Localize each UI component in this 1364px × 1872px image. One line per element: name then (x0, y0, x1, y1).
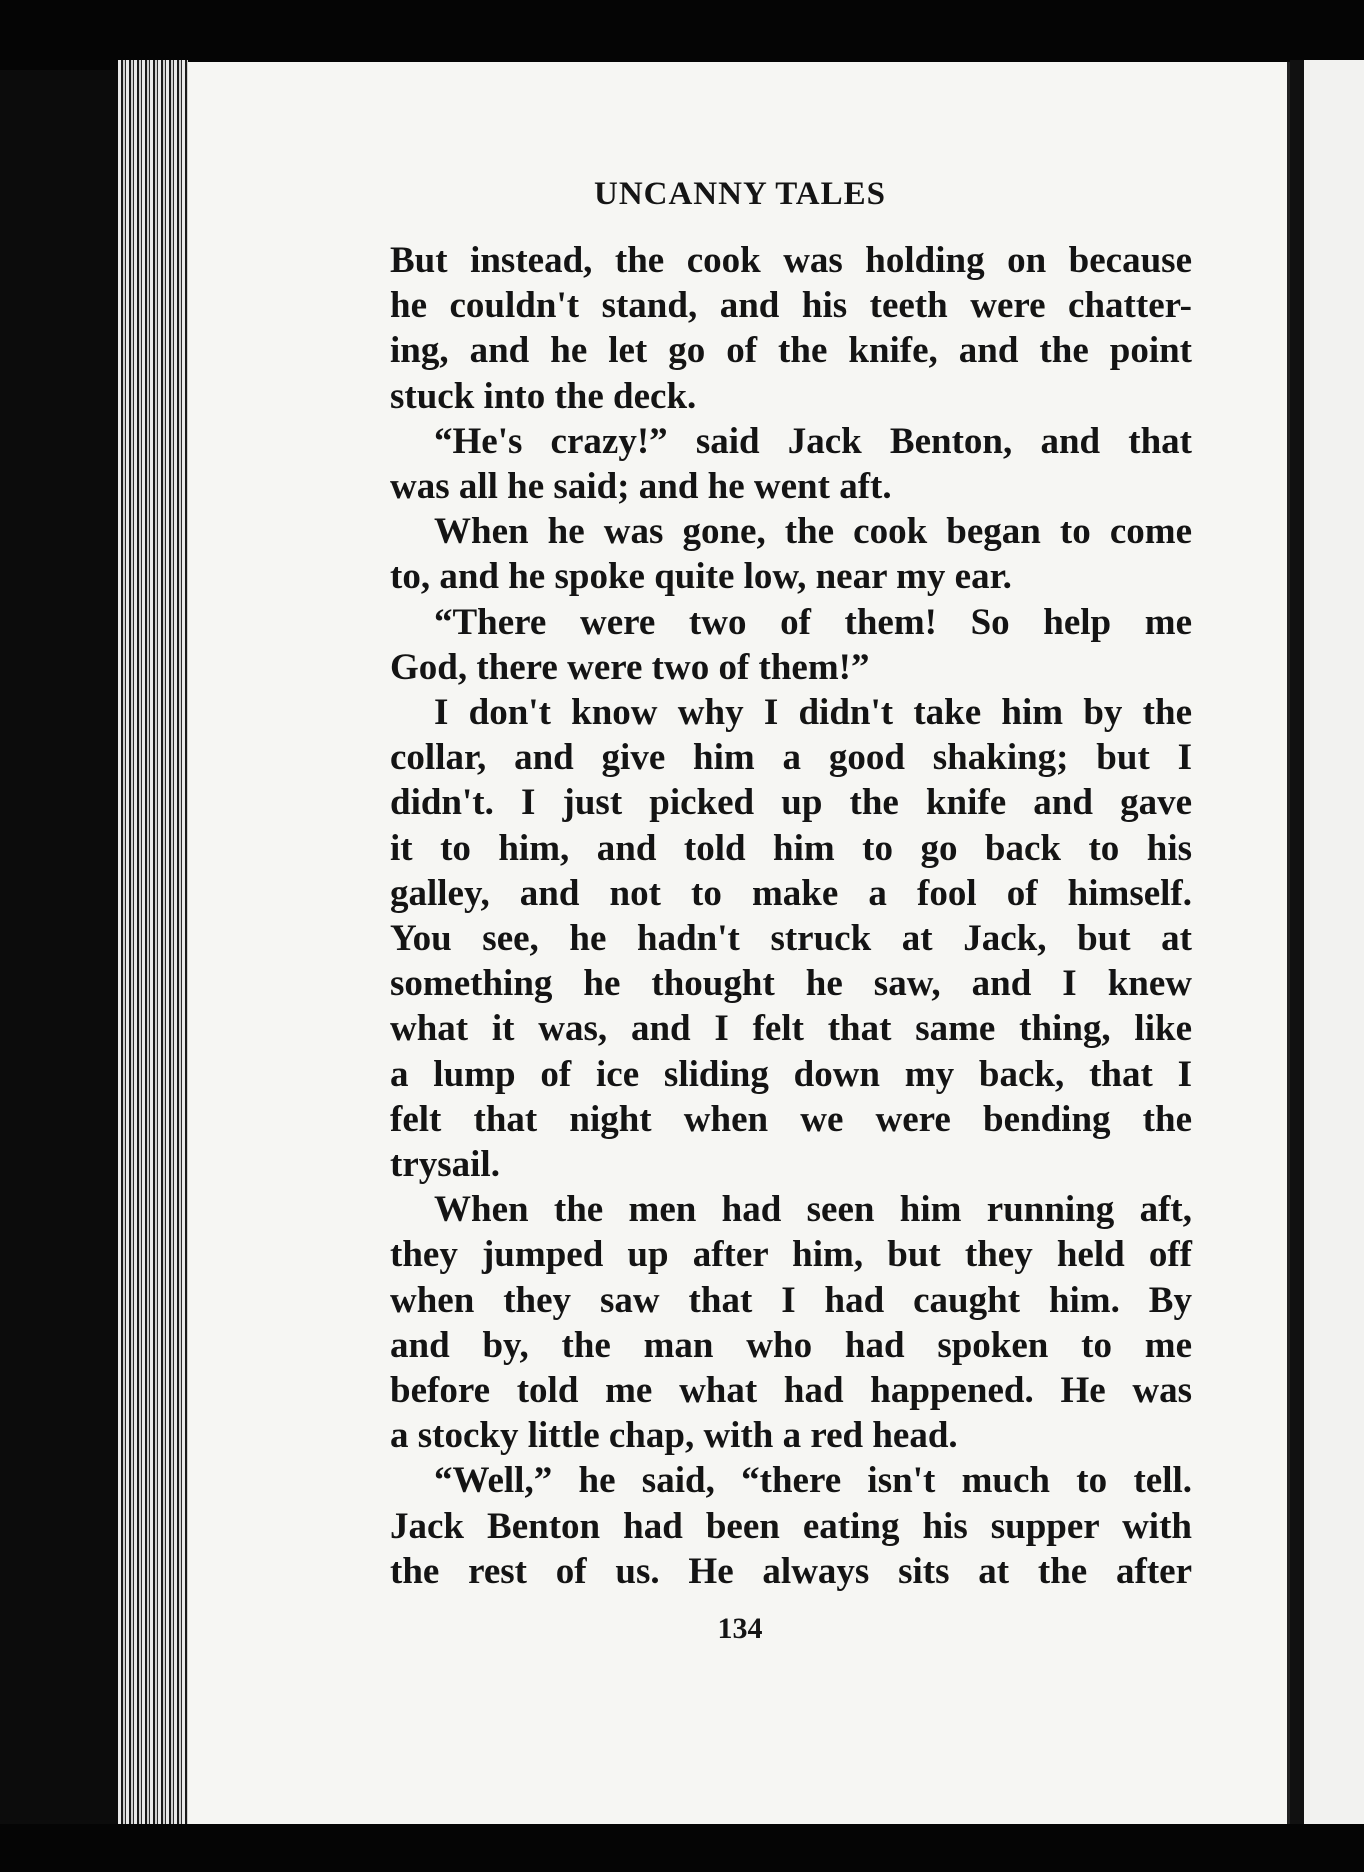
text-line: the rest of us. He always sits at the after (390, 1550, 1192, 1592)
text-line: was all he said; and he went aft. (390, 466, 892, 508)
text-line: “He's crazy!” said Jack Benton, and that (434, 420, 1192, 462)
text-line: a stocky little chap, with a red head. (390, 1415, 958, 1457)
text-line: trysail. (390, 1144, 500, 1186)
text-line: I don't know why I didn't take him by the (434, 692, 1192, 734)
text-line: stuck into the deck. (390, 375, 697, 417)
text-line: they jumped up after him, but they held off (390, 1234, 1192, 1276)
text-line: galley, and not to make a fool of himself. (390, 872, 1192, 914)
body-text (390, 238, 1192, 1594)
text-line: what it was, and I felt that same thing, like (390, 1008, 1192, 1050)
book-gutter-right (1290, 60, 1304, 1830)
text-line: he couldn't stand, and his teeth were chatter- (390, 285, 1192, 327)
page-edges-left (118, 60, 188, 1830)
page-number: 134 (717, 1612, 763, 1645)
text-line: a lump of ice sliding down my back, that I (390, 1053, 1192, 1095)
scan-border-bottom (0, 1824, 1364, 1872)
text-line: it to him, and told him to go back to his (390, 827, 1192, 869)
text-line: didn't. I just picked up the knife and gave (390, 782, 1192, 824)
text-line: “There were two of them! So help me (434, 601, 1192, 643)
text-line: ing, and he let go of the knife, and the point (390, 330, 1192, 372)
text-line: when they saw that I had caught him. By (390, 1279, 1192, 1321)
text-line: God, there were two of them!” (390, 646, 870, 688)
text-line: and by, the man who had spoken to me (390, 1324, 1192, 1366)
text-line: something he thought he saw, and I knew (390, 963, 1192, 1005)
text-line: When he was gone, the cook began to come (434, 511, 1192, 553)
running-head: UNCANNY TALES (593, 176, 887, 212)
text-line: collar, and give him a good shaking; but I (390, 737, 1192, 779)
text-line: before told me what had happened. He was (390, 1370, 1192, 1412)
text-line: to, and he spoke quite low, near my ear. (390, 556, 1012, 598)
text-line: Jack Benton had been eating his supper with (390, 1505, 1192, 1547)
text-line: You see, he hadn't struck at Jack, but at (390, 918, 1192, 960)
text-line: “Well,” he said, “there isn't much to tell. (434, 1460, 1192, 1502)
text-line: But instead, the cook was holding on because (390, 240, 1192, 281)
text-line: When the men had seen him running aft, (434, 1189, 1192, 1231)
facing-page-edge (1304, 60, 1364, 1830)
scan-border-top (0, 0, 1364, 70)
text-line: felt that night when we were bending the (390, 1098, 1192, 1140)
